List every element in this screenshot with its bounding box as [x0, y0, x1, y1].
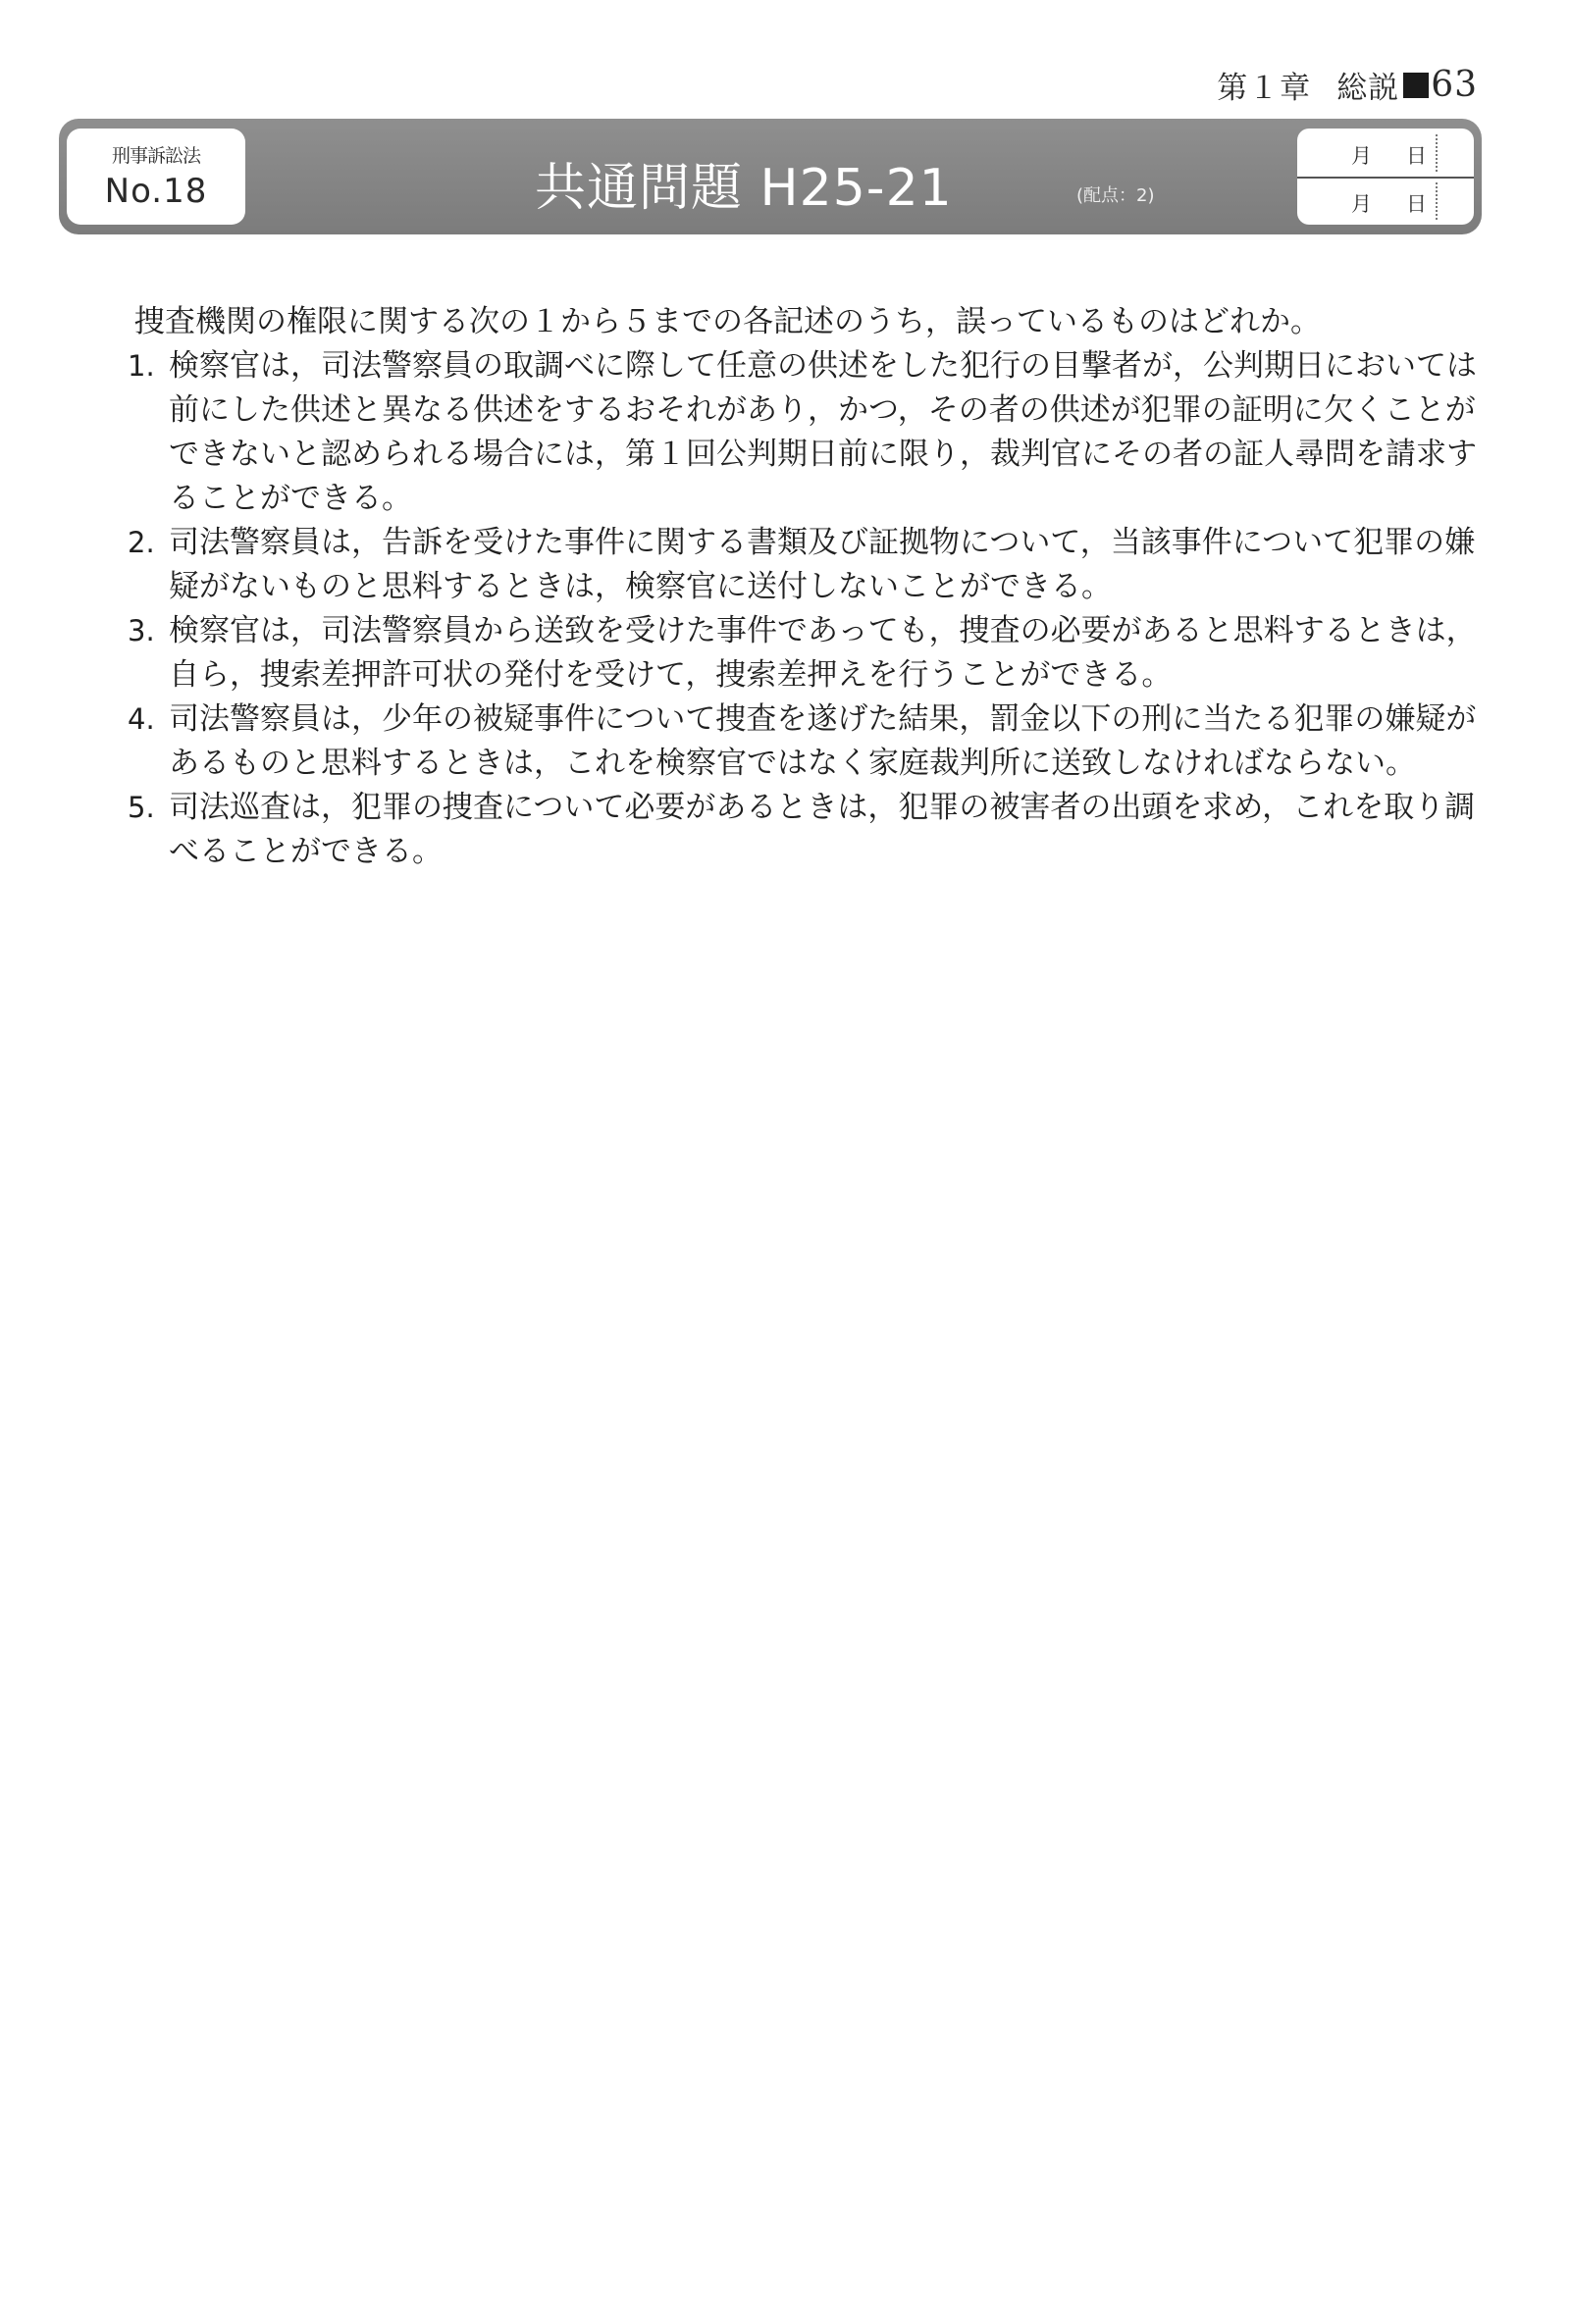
choice-text: 司法警察員は，告訴を受けた事件に関する書類及び証拠物について，当該事件について犯罪の嫌疑がないものと思料するときは，検察官に送付しないことができる。 [169, 525, 1476, 604]
subject-label: 刑事訴訟法 [111, 145, 200, 167]
date-row [1297, 129, 1474, 179]
choice-number: 3. [128, 614, 155, 647]
section-label: 総説 [1336, 71, 1400, 106]
choice-number: 5. [128, 791, 155, 824]
question-content [128, 300, 1484, 874]
dotted-divider [1436, 134, 1438, 172]
page-number: 63 [1431, 65, 1478, 105]
month-label: 月 [1351, 192, 1372, 216]
choice-item [128, 609, 1484, 697]
choice-text: 司法警察員は，少年の被疑事件について捜査を遂げた結果，罰金以下の刑に当たる犯罪の嫌疑があるものと思料するときは，これを検察官ではなく家庭裁判所に送致しなければならない。 [169, 701, 1477, 781]
choice-number: 1. [128, 349, 155, 383]
month-label: 月 [1351, 144, 1372, 168]
day-label: 日 [1406, 192, 1427, 216]
choice-item [128, 521, 1484, 609]
subject-badge [67, 129, 245, 225]
points-label: (配点：2) [1076, 185, 1155, 206]
problem-title: 共通問題 H25-21 [535, 159, 953, 218]
day-label: 日 [1406, 144, 1427, 168]
choice-text: 検察官は，司法警察員の取調べに際して任意の供述をした犯行の目撃者が，公判期日においては前にした供述と異なる供述をするおそれがあり，かつ，その者の供述が犯罪の証明に欠くことができないと認められる場合には，第１回公判期日前に限り，裁判官にその者の証人尋問を請求することができる。 [169, 348, 1477, 516]
choice-number: 4. [128, 702, 155, 736]
chapter-label: 第１章 [1217, 71, 1312, 106]
problem-number: No.18 [104, 172, 208, 211]
choice-item [128, 344, 1484, 521]
choice-text: 司法巡査は，犯罪の捜査について必要があるときは，犯罪の被害者の出頭を求め，これを取り調べることができる。 [169, 790, 1476, 869]
title-banner [59, 119, 1482, 234]
choice-item [128, 786, 1484, 874]
study-date-box [1297, 129, 1474, 225]
question-stem: 捜査機関の権限に関する次の１から５までの各記述のうち，誤っているものはどれか。 [134, 304, 1321, 339]
choice-number: 2. [128, 526, 155, 559]
choice-text: 検察官は，司法警察員から送致を受けた事件であっても，捜査の必要があると思料するときは，自ら，捜索差押許可状の発付を受けて，捜索差押えを行うことができる。 [169, 613, 1477, 693]
square-marker-icon [1403, 73, 1429, 98]
date-row [1297, 177, 1474, 225]
choice-item [128, 697, 1484, 786]
choice-list [128, 344, 1484, 874]
dotted-divider [1436, 182, 1438, 220]
chapter-header [1217, 63, 1478, 107]
